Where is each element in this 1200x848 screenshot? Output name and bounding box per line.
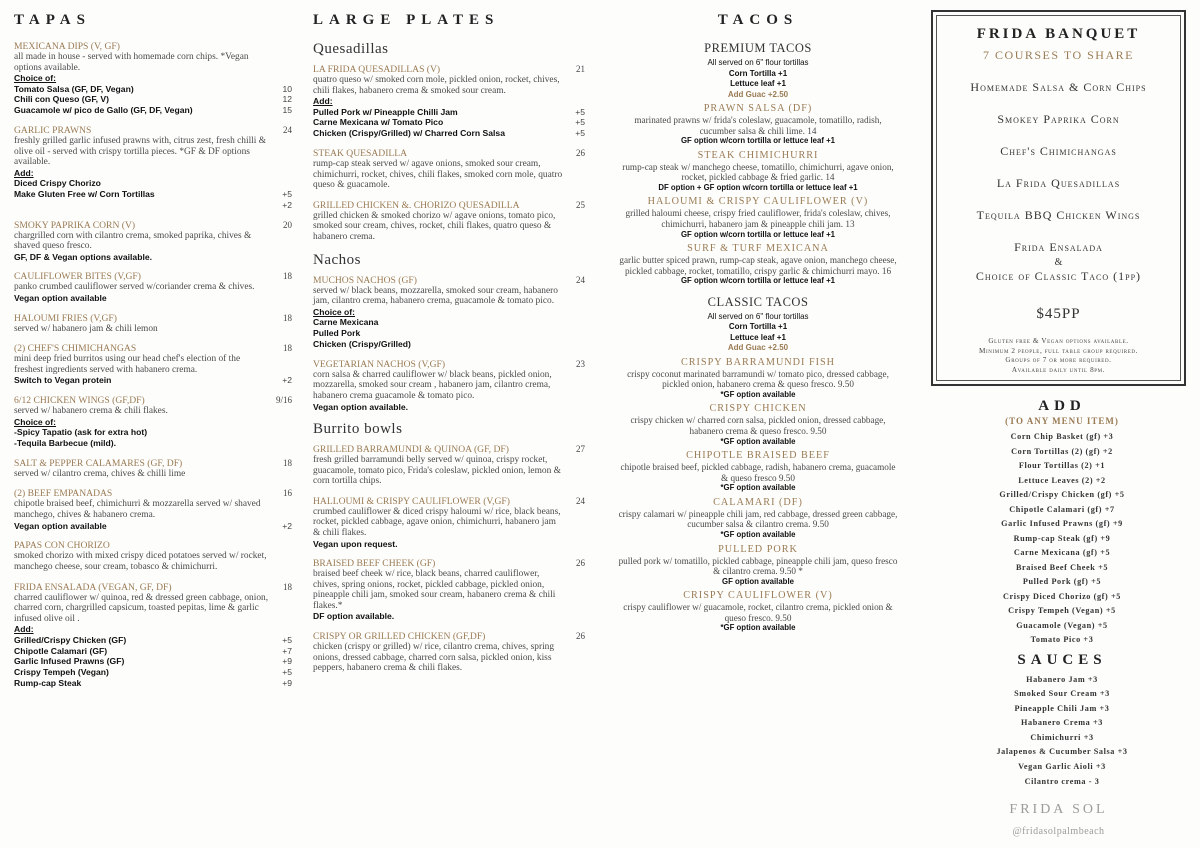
option-label: Chili con Queso (GF, V)	[14, 94, 110, 105]
tapas-title: TAPAS	[14, 12, 91, 28]
sauce-item: Habanero Crema +3	[1021, 718, 1103, 728]
taco-item	[612, 150, 904, 194]
taco-note: GF option available	[722, 576, 794, 586]
option-price: +5	[282, 189, 292, 200]
add-on-item: Tomato Pico +3	[1030, 635, 1094, 644]
brand-signature: FRIDA SOL	[1009, 802, 1108, 817]
menu-item-description: all made in house - served with homemade corn chips. *Vegan options available.	[14, 52, 249, 73]
social-handle: @fridasolpalmbeach	[1012, 826, 1105, 837]
add-on-item: Rump-cap Steak (gf) +9	[1013, 533, 1111, 543]
menu-item-option	[14, 667, 292, 678]
menu-item-name: SALT & PEPPER CALAMARES (GF, DF)	[14, 457, 183, 469]
option-label: Chipotle Calamari (GF)	[14, 645, 108, 656]
menu-item-price: 24	[576, 495, 585, 506]
menu-item-name: FRIDA ENSALADA (VEGAN, GF, DF)	[14, 581, 172, 593]
menu-item	[14, 41, 292, 116]
taco-item	[612, 403, 904, 447]
taco-item	[612, 590, 904, 634]
menu-item-description: freshly grilled garlic infused prawns with, citrus zest, fresh chilli & olive oil - served with crispy tortilla pieces. *GF & DF options available.	[14, 136, 267, 168]
menu-item-option	[14, 105, 292, 116]
menu-item	[14, 271, 292, 303]
tortilla-note: All served on 6" flour tortillas	[707, 311, 809, 321]
taco-description: crispy coconut marinated barramundi w/ tomato pico, dressed cabbage, pickled onion, habanero crema & queso fresco. 9.50	[627, 368, 889, 390]
taco-item	[612, 357, 904, 401]
option-price: +5	[282, 634, 292, 645]
option-price: +2	[282, 199, 292, 210]
menu-item-price: 16	[283, 488, 292, 499]
nachos-list	[313, 275, 585, 412]
menu-item-note: GF, DF & Vegan options available.	[14, 251, 153, 262]
banquet-course: Tequila BBQ Chicken Wings	[976, 208, 1141, 222]
menu-item	[14, 540, 292, 572]
menu-item-price: 26	[576, 558, 585, 569]
menu-item	[313, 359, 585, 412]
menu-item-price: 24	[576, 274, 585, 285]
menu-item	[313, 200, 585, 243]
menu-item-price: 18	[283, 271, 292, 282]
menu-item	[313, 64, 585, 139]
menu-item-price: 26	[576, 148, 585, 159]
menu-item-description: braised beef cheek w/ rice, black beans, charred cauliflower, chives, spring onions, rocket, pickled cabbage, pickled onion, pineapple chili jam, smoked sour cream, habanero crema & chili flakes.*	[313, 569, 556, 611]
menu-item-note: Vegan option available.	[313, 401, 409, 412]
tapas-list	[14, 41, 292, 689]
menu-item-description: chicken (crispy or grilled) w/ rice, cilantro crema, chives, spring onions, dressed cabbage, charred corn salsa, pickled onion, kiss peppers, habanero crema & chili flakes.	[313, 641, 555, 674]
menu-item-name: (2) BEEF EMPANADAS	[14, 488, 113, 500]
taco-name: STEAK CHIMICHURRI	[697, 149, 819, 161]
add-subtitle: (TO ANY MENU ITEM)	[1005, 416, 1119, 426]
sauce-item: Habanero Jam +3	[1026, 674, 1098, 684]
menu-item-option	[313, 107, 585, 118]
add-on-item: Guacamole (Vegan) +5	[1016, 620, 1108, 630]
menu-item	[14, 220, 292, 263]
add-on-item: Flour Tortillas (2) +1	[1018, 461, 1106, 470]
option-price	[579, 339, 585, 350]
taco-note: *GF option available	[720, 483, 796, 493]
taco-name: CRISPY CHICKEN	[709, 403, 807, 415]
option-label: Chicken (Crispy/Grilled) w/ Charred Corn Salsa	[313, 128, 505, 139]
nachos-heading: Nachos	[313, 251, 361, 268]
menu-item-price: 24	[283, 125, 292, 136]
menu-item	[14, 582, 292, 689]
tapas-column	[14, 0, 292, 698]
menu-item-description: chipotle braised beef, chimichurri & mozzarella served w/ shaved manchego, chives & habanero crema.	[14, 499, 261, 520]
taco-name: SURF & TURF MEXICANA	[687, 243, 829, 255]
taco-description: pulled pork w/ tomatillo, pickled cabbage, pineapple chili jam, queso fresco & cilantro crema. 9.50 *	[618, 555, 898, 577]
add-on-item: Grilled/Crispy Chicken (gf) +5	[999, 490, 1125, 499]
menu-item-description: corn salsa & charred cauliflower w/ black beans, pickled onion, mozzarella, smoked sour cream , habanero jam, cilantro crema, habanero crema guacamole & tomato pico.	[313, 369, 552, 401]
taco-name: PRAWN SALSA (DF)	[703, 103, 813, 114]
taco-description: crispy calamari w/ pineapple chili jam, red cabbage, dressed green cabbage, cucumber salsa & cilantro crema. 9.50	[618, 508, 898, 530]
option-price	[286, 427, 292, 438]
option-label: Carne Mexicana w/ Tomato Pico	[313, 117, 444, 128]
menu-item-note: Vegan upon request.	[313, 538, 398, 549]
menu-item-option	[313, 317, 585, 328]
option-label: Diced Crispy Chorizo	[14, 178, 101, 189]
taco-item	[612, 243, 904, 287]
taco-item	[612, 103, 904, 147]
sauce-item: Cilantro crema - 3	[1024, 776, 1100, 786]
sauce-item: Chimichurri +3	[1030, 732, 1094, 742]
menu-item-description: chargrilled corn with cilantro crema, smoked paprika, chives & shaved queso fresco.	[14, 230, 252, 252]
add-on-item: Pulled Pork (gf) +5	[1022, 577, 1102, 586]
option-price: +5	[575, 128, 585, 139]
premium-tacos-heading: PREMIUM TACOS	[704, 41, 812, 55]
menu-item-name: MUCHOS NACHOS (GF)	[313, 274, 417, 286]
menu-item-description: served w/ black beans, mozzarella, smoked sour cream, habanero jam, cilantro crema, habanero crema, guacamole & tomato pico.	[313, 285, 558, 307]
menu-item-name: GRILLED BARRAMUNDI & QUINOA (GF, DF)	[313, 444, 509, 455]
menu-item-option	[313, 339, 585, 350]
taco-name: CHIPOTLE BRAISED BEEF	[686, 450, 830, 462]
option-label: Pulled Pork w/ Pineapple Chilli Jam	[313, 106, 458, 117]
menu-item-price: 20	[283, 219, 292, 230]
banquet-fine-line: Available daily until 8pm.	[1011, 365, 1106, 374]
corn-tortilla-extra: Corn Tortilla +1	[728, 68, 788, 78]
sauce-item: Smoked Sour Cream +3	[1014, 689, 1110, 699]
option-price: +2	[282, 375, 292, 386]
menu-item-option	[14, 375, 292, 386]
menu-item-price: 21	[576, 64, 585, 74]
option-label: Make Gluten Free w/ Corn Tortillas	[14, 189, 155, 200]
menu-item-option	[14, 189, 292, 200]
menu-item-option	[14, 94, 292, 105]
quesadillas-heading: Quesadillas	[313, 41, 389, 57]
menu-item-description: mini deep fried burritos using our head chef's election of the freshest ingredients served with habanero crema.	[14, 354, 241, 375]
menu-item-name: GARLIC PRAWNS	[14, 125, 92, 137]
tacos-title: TACOS	[717, 12, 799, 28]
add-ons-column	[931, 398, 1193, 789]
sauce-item: Vegan Garlic Aioli +3	[1018, 762, 1106, 772]
option-price: +5	[575, 106, 585, 117]
menu-item-name: HALLOUMI & CRISPY CAULIFLOWER (V,GF)	[313, 495, 510, 507]
add-on-item: Corn Chip Basket (gf) +3	[1010, 432, 1114, 441]
menu-item-name: HALOUMI FRIES (V,GF)	[14, 312, 117, 324]
taco-note: DF option + GF option w/corn tortilla or lettuce leaf +1	[658, 182, 858, 192]
banquet-subtitle: 7 COURSES TO SHARE	[983, 48, 1134, 62]
menu-item	[14, 395, 292, 449]
menu-item-name: (2) CHEF'S CHIMICHANGAS	[14, 343, 137, 355]
option-label: Vegan option available	[14, 520, 107, 531]
taco-description: chipotle braised beef, pickled cabbage, radish, habanero crema, guacamole & queso fresco 9.50	[620, 462, 896, 483]
add-guac-extra: Add Guac +2.50	[727, 343, 789, 353]
banquet-price: $45PP	[1036, 306, 1081, 322]
taco-note: *GF option available	[720, 530, 796, 539]
taco-note: *GF option available	[720, 623, 796, 633]
taco-name: CRISPY CAULIFLOWER (V)	[683, 590, 833, 602]
menu-item-description: rump-cap steak served w/ agave onions, smoked sour cream, chimichurri, rocket, chives, chili flakes, smoked corn mole, quatro queso & guacamole.	[313, 159, 563, 191]
option-price: +7	[282, 645, 292, 656]
add-on-item: Crispy Tempeh (Vegan) +5	[1008, 606, 1116, 615]
option-price: +5	[575, 117, 585, 128]
menu-item-price: 9/16	[275, 395, 292, 406]
menu-item-description: panko crumbed cauliflower served w/coriander crema & chives.	[14, 282, 255, 293]
banquet-inner-border	[936, 15, 1181, 381]
taco-note: GF option w/corn tortilla or lettuce leaf +1	[680, 229, 835, 239]
taco-name: PULLED PORK	[718, 543, 798, 555]
taco-note: *GF option available	[720, 389, 796, 399]
taco-description: crispy chicken w/ charred corn salsa, pickled onion, dressed cabbage, habanero crema & queso fresco. 9.50	[630, 415, 886, 437]
taco-note: GF option w/corn tortilla or lettuce leaf +1	[680, 276, 835, 286]
menu-item-note: Vegan option available	[14, 293, 107, 304]
menu-item	[14, 313, 292, 335]
option-label: Crispy Tempeh (Vegan)	[14, 667, 109, 678]
large-plates-title: LARGE PLATES	[313, 12, 500, 28]
add-on-item: Carne Mexicana (gf) +5	[1013, 548, 1111, 557]
option-price	[286, 438, 292, 449]
menu-item	[313, 444, 585, 487]
menu-item-option	[313, 128, 585, 139]
menu-item-options-heading: Add:	[313, 96, 333, 107]
menu-item-option	[14, 200, 292, 211]
menu-item-options-heading: Add:	[14, 167, 34, 178]
menu-item-options-heading: Choice of:	[14, 416, 57, 427]
taco-item	[612, 544, 904, 588]
menu-item-option	[14, 438, 292, 449]
menu-item-name: VEGETARIAN NACHOS (V,GF)	[313, 358, 446, 370]
option-price: 15	[282, 105, 292, 116]
menu-item-option	[14, 84, 292, 95]
premium-tacos-info	[612, 58, 904, 100]
menu-item-price: 25	[576, 199, 585, 210]
add-on-item: Lettuce Leaves (2) +2	[1018, 475, 1106, 485]
banquet-course: Smokey Paprika Corn	[997, 112, 1120, 126]
menu-item-price: 26	[576, 630, 585, 641]
menu-item-option	[313, 328, 585, 339]
menu-item-price: 18	[283, 312, 292, 323]
banquet-fine-line: Gluten free & Vegan options available.	[988, 337, 1129, 345]
option-label: Pulled Pork	[313, 328, 361, 339]
add-on-item: Chipotle Calamari (gf) +7	[1009, 504, 1115, 514]
burrito-bowls-list	[313, 444, 585, 674]
option-price	[579, 317, 585, 328]
premium-tacos-list	[612, 103, 904, 287]
option-price	[286, 178, 292, 189]
classic-tacos-list	[612, 357, 904, 634]
quesadillas-list	[313, 64, 585, 243]
menu-item-price: 18	[283, 343, 292, 354]
burrito-bowls-heading: Burrito bowls	[313, 421, 403, 437]
option-label: Chicken (Crispy/Grilled)	[313, 338, 411, 349]
menu-item-options-heading: Choice of:	[14, 73, 57, 84]
taco-item	[612, 450, 904, 494]
option-label: Tomato Salsa (GF, DF, Vegan)	[14, 83, 134, 94]
menu-item-description: fresh grilled barramundi belly served w/ quinoa, crispy rocket, guacamole, tomato pico, Frida's coleslaw, pickled onion, lemon & corn tortilla chips.	[313, 455, 561, 487]
menu-item-name: 6/12 CHICKEN WINGS (GF,DF)	[14, 395, 145, 407]
sauce-item: Jalapenos & Cucumber Salsa +3	[996, 747, 1128, 757]
sauce-item: Pineapple Chili Jam +3	[1014, 703, 1110, 713]
add-on-item: Garlic Infused Prawns (gf) +9	[1001, 519, 1123, 528]
menu-item-description: served w/ habanero crema & chili flakes.	[14, 406, 168, 417]
banquet-course: Chef's Chimichangas	[1000, 144, 1117, 158]
banquet-fine-line: Groups of 7 or more required.	[1005, 356, 1112, 365]
taco-description: grilled haloumi cheese, crispy fried cauliflower, frida's coleslaw, chives, chimichurri, habanero jam & pineapple chili jam. 13	[625, 208, 891, 229]
menu-item	[313, 496, 585, 549]
menu-item-name: CAULIFLOWER BITES (V,GF)	[14, 271, 141, 283]
menu-item-description: charred cauliflower w/ quinoa, red & dressed green cabbage, onion, charred corn, chargrilled capsicum, toasted pepitas, lime & garlic infused olive oil .	[14, 592, 269, 624]
menu-item-option	[14, 635, 292, 646]
menu-item-description: crumbed cauliflower & diced crispy haloumi w/ rice, black beans, rocket, pickled cabbage, agave onion, chimichurri, habanero jam & chili flakes.	[313, 506, 561, 538]
corn-tortilla-extra: Corn Tortilla +1	[728, 322, 788, 332]
banquet-box	[931, 10, 1186, 386]
menu-item	[313, 631, 585, 674]
menu-item-price: 18	[283, 457, 292, 468]
menu-item-description: served w/ cilantro crema, chives & chilli lime	[14, 468, 186, 479]
menu-item-description: quatro queso w/ smoked corn mole, pickled onion, rocket, chives, chili flakes, habanero crema & smoked sour cream.	[313, 75, 560, 96]
menu-item-options-heading: Choice of:	[313, 306, 356, 317]
banquet-course: Frida Ensalada	[1014, 240, 1103, 254]
menu-item-name: CRISPY OR GRILLED CHICKEN (GF,DF)	[313, 630, 486, 642]
menu-item-option	[313, 117, 585, 128]
add-list	[931, 430, 1193, 648]
menu-item-name: MEXICANA DIPS (V, GF)	[14, 41, 120, 52]
menu-item-option	[14, 178, 292, 189]
menu-item	[14, 343, 292, 386]
sauces-title: SAUCES	[1017, 651, 1107, 668]
menu-item-price: 27	[576, 444, 585, 454]
banquet-course: Homemade Salsa & Corn Chips	[970, 80, 1147, 94]
menu-item	[14, 458, 292, 480]
sauces-list	[931, 673, 1193, 790]
taco-item	[612, 196, 904, 240]
banquet-course: La Frida Quesadillas	[996, 176, 1121, 190]
tacos-column	[612, 0, 904, 636]
option-price: +2	[282, 520, 292, 531]
menu-item-description: served w/ habanero jam & chili lemon	[14, 323, 158, 334]
taco-name: CALAMARI (DF)	[713, 496, 803, 508]
menu-item	[313, 148, 585, 191]
menu-item-price: 18	[283, 581, 292, 592]
option-label: -Spicy Tapatio (ask for extra hot)	[14, 427, 148, 438]
menu-item-option	[14, 678, 292, 689]
menu-item	[313, 558, 585, 622]
menu-item-description: smoked chorizo with mixed crispy diced potatoes served w/ rocket, manchego cheese, sour cream, tobasco & chimichurri.	[14, 551, 267, 572]
add-on-item: Braised Beef Cheek +5	[1015, 562, 1109, 572]
taco-description: crispy cauliflower w/ guacamole, rocket, cilantro crema, pickled onion & queso fresco. 9.50	[623, 602, 893, 623]
menu-item-price: 23	[576, 358, 585, 369]
option-price: 12	[282, 94, 292, 105]
option-label: Guacamole w/ pico de Gallo (GF, DF, Vegan)	[14, 105, 193, 116]
option-label: Switch to Vegan protein	[14, 375, 112, 386]
option-label: Grilled/Crispy Chicken (GF)	[14, 634, 127, 645]
add-title: ADD	[1038, 398, 1086, 414]
menu-item-note: DF option available.	[313, 611, 395, 622]
classic-tacos-heading: CLASSIC TACOS	[707, 294, 809, 309]
tortilla-note: All served on 6" flour tortillas	[707, 58, 809, 67]
option-label: Rump-cap Steak	[14, 678, 82, 689]
option-price: 10	[282, 83, 292, 94]
banquet-course: Choice of Classic Taco (1pp)	[975, 269, 1142, 283]
taco-name: CRISPY BARRAMUNDI FISH	[680, 356, 836, 368]
lettuce-leaf-extra: Lettuce leaf +1	[730, 332, 786, 342]
lettuce-leaf-extra: Lettuce leaf +1	[730, 79, 786, 88]
menu-item-name: BRAISED BEEF CHEEK (GF)	[313, 558, 436, 570]
option-price: +5	[282, 667, 292, 678]
menu-item-option	[14, 646, 292, 657]
menu-item-description: grilled chicken & smoked chorizo w/ agave onions, tomato pico, smoked sour cream, chives, rocket, chili flakes, quatro queso & habanero crema.	[313, 210, 556, 243]
banquet-fine-line: Minimum 2 people, full table group required.	[979, 346, 1138, 355]
taco-name: HALOUMI & CRISPY CAULIFLOWER (V)	[647, 196, 869, 208]
menu-item-option	[14, 656, 292, 667]
option-label: -Tequila Barbecue (mild).	[14, 438, 117, 448]
menu-item-name: LA FRIDA QUESADILLAS (V)	[313, 64, 441, 75]
large-plates-column	[313, 0, 585, 683]
menu-item	[14, 125, 292, 211]
option-price	[579, 328, 585, 339]
menu-item-name: STEAK QUESADILLA	[313, 148, 408, 160]
menu-item-name: GRILLED CHICKEN &. CHORIZO QUESADILLA	[313, 199, 520, 211]
option-label: Carne Mexicana	[313, 317, 379, 328]
taco-description: garlic butter spiced prawn, rump-cap steak, agave onion, manchego cheese, pickled cabbage, rocket, tomatillo, crispy garlic & chimichurri mayo. 16	[619, 255, 897, 276]
banquet-title: FRIDA BANQUET	[976, 26, 1141, 42]
taco-item	[612, 497, 904, 541]
menu-item-option	[14, 521, 292, 532]
add-guac-extra: Add Guac +2.50	[727, 89, 789, 99]
taco-description: marinated prawns w/ frida's coleslaw, guacamole, tomatillo, radish, cucumber salsa & chili lime. 14	[634, 115, 882, 136]
menu-item-options-heading: Add:	[14, 624, 34, 635]
taco-note: GF option w/corn tortilla or lettuce leaf +1	[680, 136, 835, 146]
taco-note: *GF option available	[720, 436, 796, 446]
option-price: +9	[282, 656, 292, 667]
add-on-item: Crispy Diced Chorizo (gf) +5	[1003, 591, 1121, 601]
menu-item-name: SMOKY PAPRIKA CORN (V)	[14, 219, 136, 231]
classic-tacos-info	[612, 312, 904, 354]
option-price: +9	[282, 678, 292, 689]
add-on-item: Corn Tortillas (2) (gf) +2	[1011, 446, 1113, 456]
menu-item-option	[14, 427, 292, 438]
menu-item-name: PAPAS CON CHORIZO	[14, 540, 110, 552]
option-label: Garlic Infused Prawns (GF)	[14, 656, 125, 667]
banquet-ampersand: &	[1054, 257, 1063, 268]
menu-item	[313, 275, 585, 350]
taco-description: rump-cap steak w/ manchego cheese, tomatillo, chimichurri, agave onion, rocket, pickled cabbage & fried garlic. 14	[622, 161, 894, 183]
menu-item	[14, 488, 292, 531]
